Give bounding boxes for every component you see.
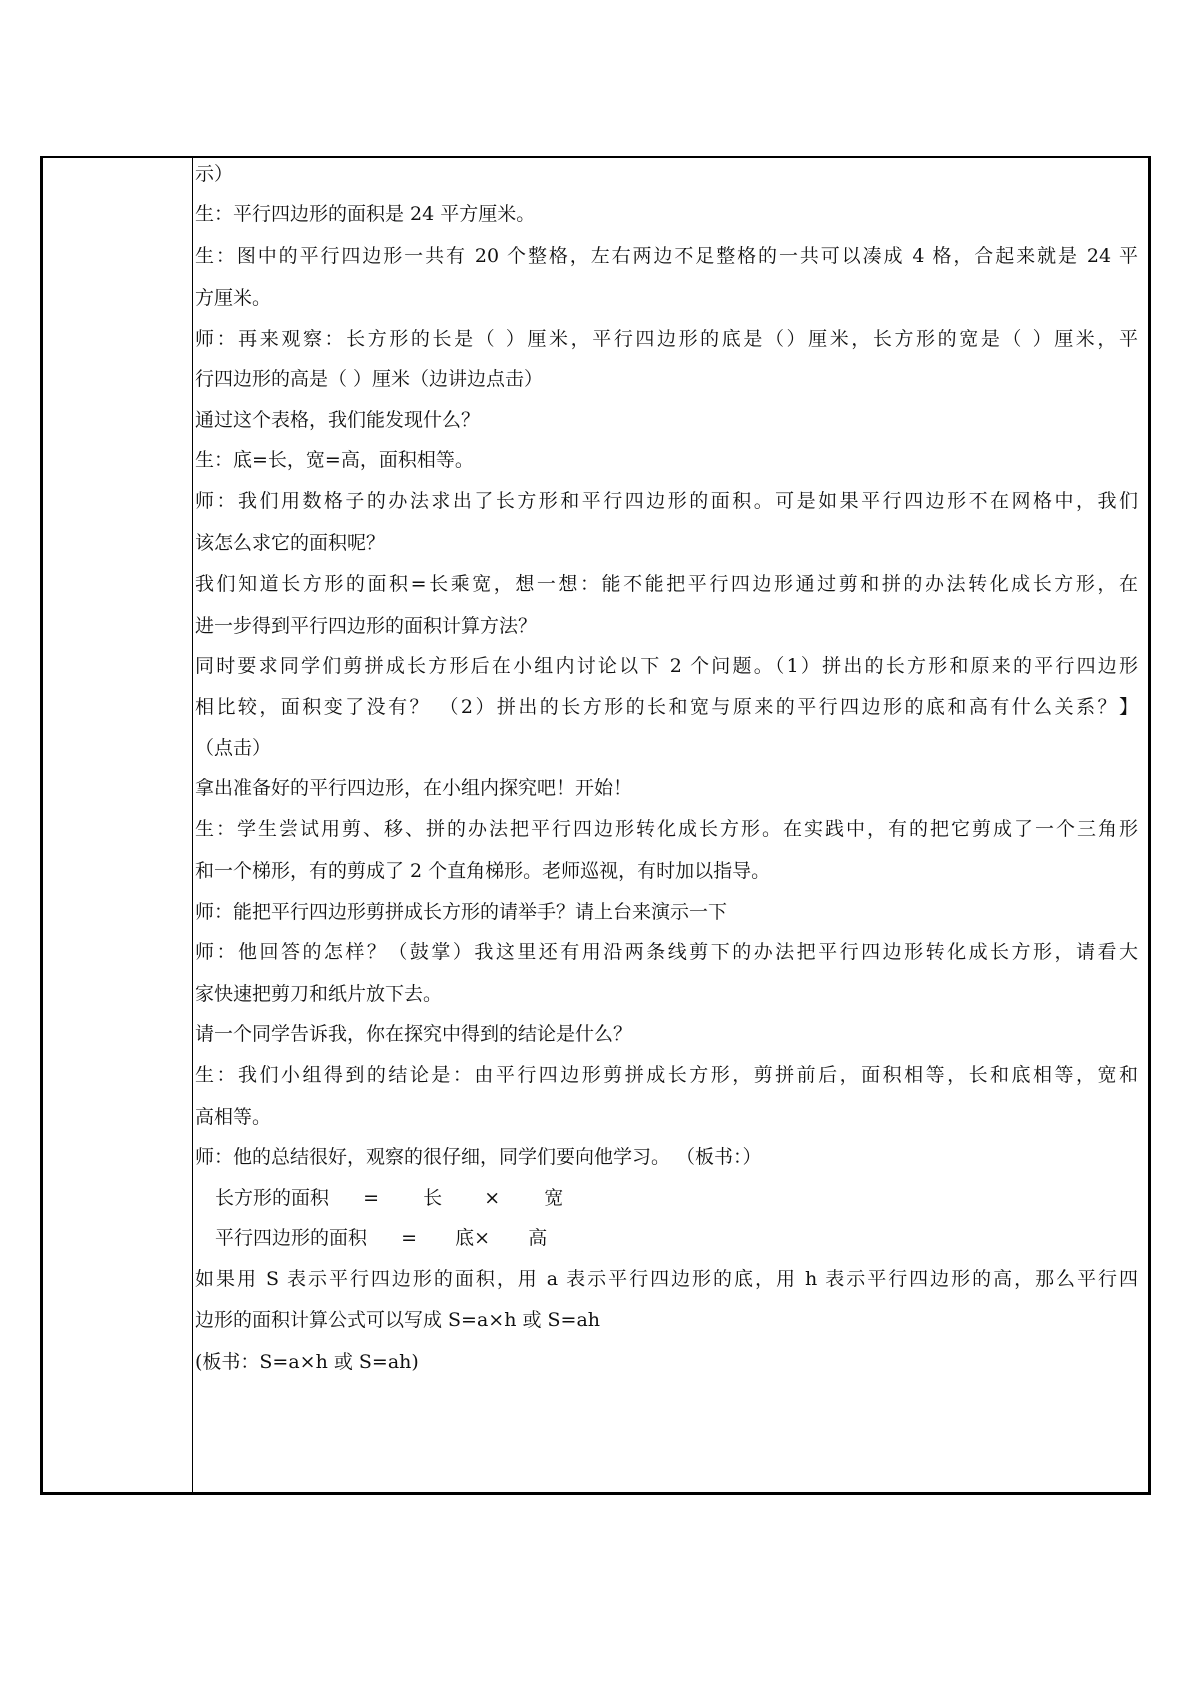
text-line: 请一个同学告诉我，你在探究中得到的结论是什么？ (195, 1023, 633, 1045)
formula-times: × (484, 1187, 501, 1209)
text-line: 示） (195, 163, 234, 185)
text-line: 师：再来观察：长方形的长是（ ）厘米，平行四边形的底是（）厘米，长方形的宽是（ ）厘米，平 (195, 328, 1138, 350)
text-line: 生：学生尝试用剪、移、拼的办法把平行四边形转化成长方形。在实践中，有的把它剪成了一个三角形 (195, 818, 1138, 840)
text-line: 进一步得到平行四边形的面积计算方法？ (195, 615, 538, 637)
text-line: 该怎么求它的面积呢？ (195, 532, 386, 554)
formula-term: 平行四边形的面积 (215, 1227, 368, 1249)
text-line: 家快速把剪刀和纸片放下去。 (195, 983, 443, 1005)
formula-term: 长方形的面积 (215, 1187, 330, 1209)
text-line: 如果用 S 表示平行四边形的面积，用 a 表示平行四边形的底，用 h 表示平行四边形的高，那么平行四 (195, 1268, 1138, 1290)
text-line: （点击） (195, 737, 272, 759)
text-line: 高相等。 (195, 1106, 272, 1128)
column-divider (192, 158, 193, 1492)
text-line: 通过这个表格，我们能发现什么？ (195, 409, 481, 431)
text-line: 我们知道长方形的面积=长乘宽，想一想：能不能把平行四边形通过剪和拼的办法转化成长方形，在 (195, 573, 1138, 595)
text-line: 拿出准备好的平行四边形，在小组内探究吧！开始！ (195, 777, 633, 799)
formula-term: 高 (528, 1227, 548, 1249)
text-line: 生：图中的平行四边形一共有 20 个整格，左右两边不足整格的一共可以凑成 4 格，合起来就是 24 平 (195, 245, 1138, 267)
text-line: 行四边形的高是（ ）厘米（边讲边点击） (195, 368, 544, 390)
text-line: (板书：S=a×h 或 S=ah) (195, 1351, 419, 1373)
text-line: 生：我们小组得到的结论是：由平行四边形剪拼成长方形，剪拼前后，面积相等，长和底相等，宽和 (195, 1064, 1138, 1086)
text-line: 师：他的总结很好，观察的很仔细，同学们要向他学习。 （板书：） (195, 1146, 762, 1168)
text-line: 边形的面积计算公式可以写成 S=a×h 或 S=ah (195, 1309, 601, 1331)
text-line: 生：底=长，宽=高，面积相等。 (195, 449, 474, 471)
content-cell (195, 158, 1148, 1492)
text-line: 师：他回答的怎样？（鼓掌）我这里还有用沿两条线剪下的办法把平行四边形转化成长方形，请看大 (195, 941, 1138, 963)
text-line: 师：我们用数格子的办法求出了长方形和平行四边形的面积。可是如果平行四边形不在网格中，我们 (195, 490, 1138, 512)
text-line: 方厘米。 (195, 287, 272, 309)
text-line: 和一个梯形，有的剪成了 2 个直角梯形。老师巡视，有时加以指导。 (195, 860, 771, 882)
formula-term: 长 (423, 1187, 443, 1209)
lesson-plan-table (40, 156, 1151, 1495)
text-line: 同时要求同学们剪拼成长方形后在小组内讨论以下 2 个问题。（1）拼出的长方形和原来的平行四边形 (195, 655, 1138, 677)
formula-parallelogram-area (195, 1226, 1138, 1250)
text-line: 相比较，面积变了没有？ （2）拼出的长方形的长和宽与原来的平行四边形的底和高有什么关系？】 (195, 696, 1138, 718)
formula-equals: = (363, 1187, 380, 1209)
formula-term: 宽 (544, 1187, 564, 1209)
text-line: 生：平行四边形的面积是 24 平方厘米。 (195, 203, 536, 225)
formula-term: 底× (455, 1227, 491, 1249)
formula-equals: = (401, 1227, 418, 1249)
formula-rectangle-area (195, 1186, 1138, 1210)
text-line: 师：能把平行四边形剪拼成长方形的请举手？请上台来演示一下 (195, 901, 728, 923)
